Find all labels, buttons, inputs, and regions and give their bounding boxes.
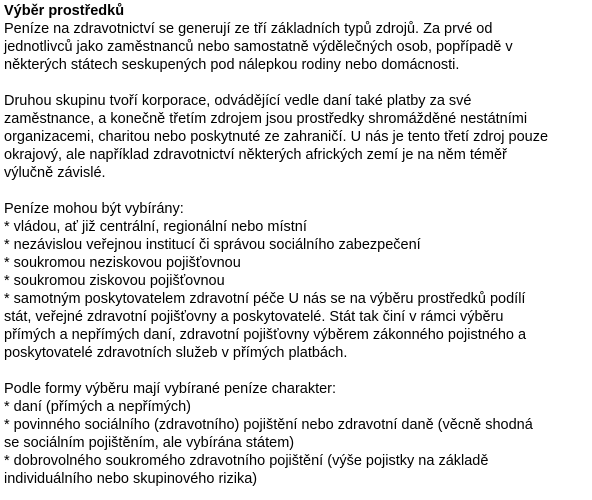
text-line: okrajový, ale například zdravotnictví některých afrických zemí je na něm téměř <box>4 147 507 163</box>
list-item: * soukromou neziskovou pojišťovnou <box>4 255 241 271</box>
collection-forms-section <box>4 380 592 488</box>
paragraph-spacer <box>4 362 592 380</box>
list-item: * samotným poskytovatelem zdravotní péče U nás se na výběru prostředků podílí <box>4 291 526 307</box>
list-item: * daní (přímých a nepřímých) <box>4 399 191 415</box>
list-item-continuation: stát, veřejné zdravotní pojišťovny a poskytovatelé. Stát tak činí v rámci výběru <box>4 309 504 325</box>
list-item-continuation: se sociálním pojištěním, ale vybírána státem) <box>4 435 295 451</box>
list-item: * dobrovolného soukromého zdravotního pojištění (výše pojistky na základě <box>4 453 489 469</box>
list-item: * soukromou ziskovou pojišťovnou <box>4 273 225 289</box>
section-intro: Peníze mohou být vybírány: <box>4 201 184 217</box>
document-title: Výběr prostředků <box>4 3 125 19</box>
section-intro: Podle formy výběru mají vybírané peníze charakter: <box>4 381 337 397</box>
collection-methods-section <box>4 200 592 362</box>
paragraph-spacer <box>4 74 592 92</box>
paragraph-spacer <box>4 182 592 200</box>
paragraph-2 <box>4 92 592 182</box>
list-item-continuation: individuálního nebo skupinového rizika) <box>4 471 258 487</box>
list-item: * nezávislou veřejnou institucí či správou sociálního zabezpečení <box>4 237 421 253</box>
list-item-continuation: poskytovatelé zdravotních služeb v přímých platbách. <box>4 345 348 361</box>
text-line: Peníze na zdravotnictví se generují ze tří základních typů zdrojů. Za prvé od <box>4 21 493 37</box>
paragraph-1 <box>4 20 592 74</box>
document <box>4 2 592 488</box>
text-line: jednotlivců jako zaměstnanců nebo samostatně výdělečných osob, popřípadě v <box>4 39 513 55</box>
list-item: * vládou, ať již centrální, regionální nebo místní <box>4 219 307 235</box>
text-line: zaměstnance, a konečně třetím zdrojem jsou prostředky shromážděné nestátními <box>4 111 528 127</box>
text-line: Druhou skupinu tvoří korporace, odvádějící vedle daní také platby za své <box>4 93 472 109</box>
text-line: výlučně závislé. <box>4 165 106 181</box>
text-line: některých státech seskupených pod nálepkou rodiny nebo domácnosti. <box>4 57 460 73</box>
list-item: * povinného sociálního (zdravotního) pojištění nebo zdravotní daně (věcně shodná <box>4 417 533 433</box>
text-line: organizacemi, charitou nebo poskytnuté ze zahraničí. U nás je tento třetí zdroj pouze <box>4 129 549 145</box>
list-item-continuation: přímých a nepřímých daní, zdravotní pojišťovny výběrem zákonného pojistného a <box>4 327 527 343</box>
